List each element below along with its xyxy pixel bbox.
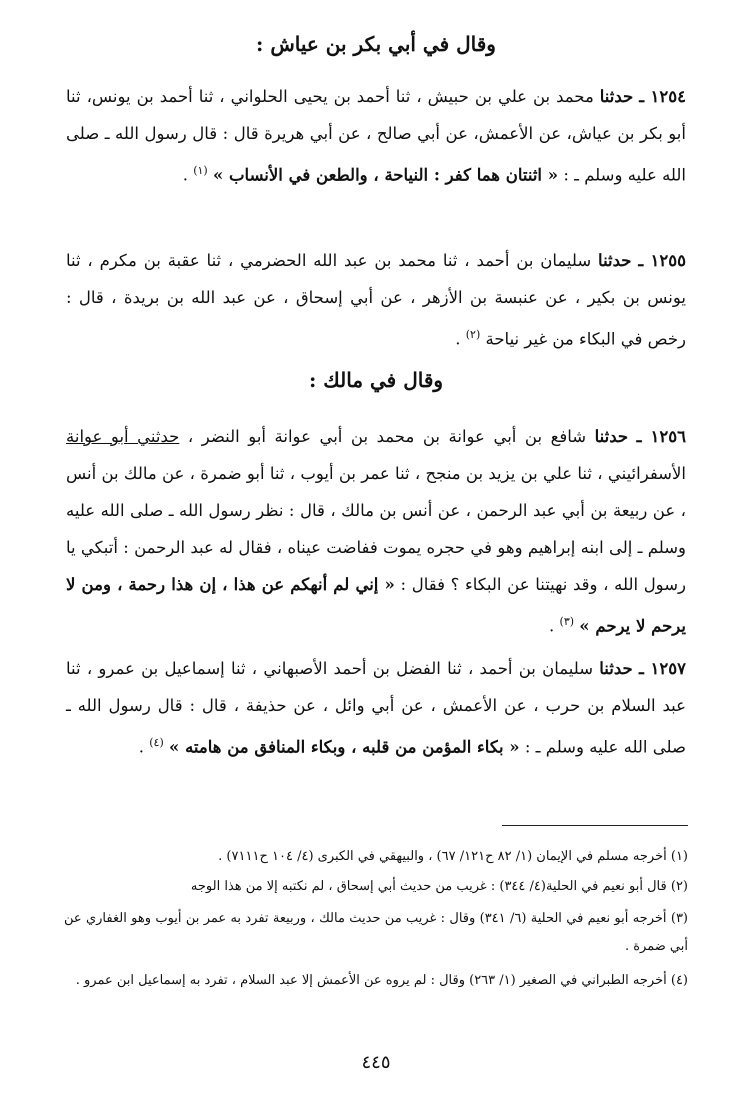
- section-heading-abu-bakr: وقال في أبي بكر بن عياش :: [256, 32, 496, 56]
- hadith-1256: [66, 418, 686, 645]
- footnote-marker: (٣): [559, 615, 575, 628]
- sentence-end: .: [182, 165, 194, 185]
- footnote-4: (٤) أخرجه الطبراني في الصغير (١/ ٢٦٣) وقال : لم يروه عن الأعمش إلا عبد السلام ، تفرد به إسماعيل ابن عمرو .: [75, 973, 688, 988]
- hadith-text: سليمان بن أحمد ، ثنا محمد بن عبد الله الحضرمي ، ثنا عقبة بن مكرم ، ثنا يونس بن بكير ، عن عنبسة بن الأزهر ، عن أبي إسحاق ، عن عبد الله بن بريدة ، قال : رخص في البكاء من غير نياحة: [66, 251, 686, 349]
- sentence-end: .: [138, 737, 150, 757]
- hadith-1257: [66, 650, 686, 766]
- sentence-end: .: [455, 329, 466, 349]
- hadith-quote: « بكاء المؤمن من قلبه ، وبكاء المنافق من هامته »: [169, 737, 520, 757]
- footnote-divider: [502, 825, 688, 826]
- narration-word: حدثنا: [598, 251, 632, 270]
- hadith-text: محمد بن علي بن حبيش ، ثنا أحمد بن يحيى الحلواني ، ثنا أحمد بن يونس، ثنا أبو بكر بن عياش، عن الأعمش، عن أبي صالح ، عن أبي هريرة قال : قال رسول الله ـ صلى الله عليه وسلم ـ :: [66, 87, 686, 185]
- hadith-quote: « اثنتان هما كفر : النياحة ، والطعن في الأنساب »: [212, 165, 559, 185]
- sentence-end: .: [549, 616, 560, 636]
- hadith-number: ١٢٥٤ ـ: [639, 87, 686, 106]
- hadith-text: شافع بن أبي عوانة بن محمد بن أبي عوانة أبو النضر ،: [179, 427, 595, 446]
- footnote-3: (٣) أخرجه أبو نعيم في الحلية (٦/ ٣٤١) وقال : غريب من حديث مالك ، وربيعة تفرد به عمر بن أيوب وهو الغفاري عن أبي ضمرة .: [64, 911, 688, 954]
- page-number: ٤٤٥: [361, 1052, 391, 1073]
- hadith-1254: [66, 78, 686, 194]
- narration-word: حدثنا: [599, 87, 634, 106]
- footnote-marker: (٢): [465, 328, 481, 341]
- hadith-1255: [66, 242, 686, 358]
- narration-word: حدثنا: [594, 427, 629, 446]
- hadith-number: ١٢٥٧ ـ: [638, 659, 686, 678]
- narration-word: حدثنا: [599, 659, 633, 678]
- hadith-text: سليمان بن أحمد ، ثنا الفضل بن أحمد الأصبهاني ، ثنا إسماعيل بن عمرو ، ثنا عبد السلام بن حرب ، عن الأعمش ، عن أبي وائل ، عن حذيفة ، قال : قال رسول الله ـ صلى الله عليه وسلم ـ :: [66, 659, 686, 757]
- footnote-marker: (١): [193, 164, 208, 177]
- hadith-text-cont: الأسفرائيني ، ثنا علي بن يزيد بن منجح ، ثنا عمر بن أيوب ، ثنا أبو ضمرة ، عن مالك بن أنس ، عن ربيعة بن أبي عبد الرحمن ، عن أنس بن مالك ، قال : نظر رسول الله ـ صلى الله عليه وسلم ـ إلى ابنه إبراهيم وهو في حجره يموت ففاضت عيناه ، فقال له عبد الرحمن : أتبكي يا رسول الله ، وقد نهيتنا عن البكاء ؟ فقال :: [66, 464, 687, 594]
- hadith-quote: « إني لم أنهكم عن هذا ، إن هذا رحمة ، ومن لا يرحم لا يرحم »: [66, 575, 686, 636]
- footnote-1: (١) أخرجه مسلم في الإيمان (١/ ٨٢ ح١٢١/ ٦٧) ، والبيهقي في الكبرى (٤/ ١٠٤ ح٧١١١) .: [218, 849, 688, 864]
- underlined-chain: حدثني أبو عوانة: [66, 427, 180, 446]
- hadith-number: ١٢٥٥ ـ: [638, 251, 686, 270]
- footnote-marker: (٤): [149, 736, 164, 749]
- hadith-number: ١٢٥٦ ـ: [636, 427, 686, 446]
- footnote-2: (٢) قال أبو نعيم في الحلية(٤/ ٣٤٤) : غريب من حديث أبي إسحاق ، لم نكتبه إلا من هذا الوجه: [190, 879, 688, 894]
- section-heading-malik: وقال في مالك :: [308, 368, 444, 392]
